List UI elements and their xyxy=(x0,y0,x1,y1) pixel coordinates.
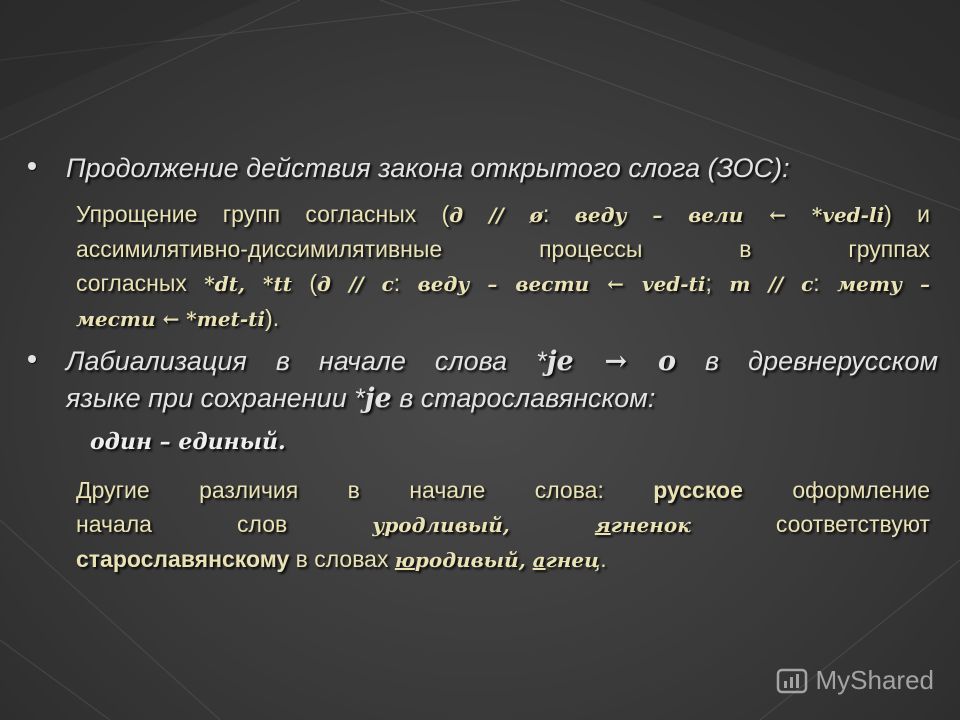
bullet-1-heading: Продолжение действия закона открытого слога (ЗОС): xyxy=(66,153,790,183)
detail-line-1: Упрощение групп согласных (д // ø: веду – вели ← *ved-li) и xyxy=(76,201,931,227)
bullet-1 xyxy=(28,150,938,186)
bullet-dot xyxy=(28,162,36,170)
bullet-2-heading: Лабиализация в начале слова *je → o в древнерусском языке при сохранении *je в старославянском: xyxy=(66,346,938,414)
bullet-1-details xyxy=(76,197,930,336)
watermark xyxy=(776,665,935,696)
detail-line-4: мести ← *met-ti). xyxy=(76,305,280,331)
bullet-2 xyxy=(28,343,938,417)
detail-line-2: ассимилятивно-диссимилятивные процессы в группах xyxy=(76,236,930,262)
detail-line-3: согласных *dt, *tt (д // с: веду – вести ← ved-ti; т // с: мету – xyxy=(76,270,931,296)
myshared-logo-icon xyxy=(776,666,808,696)
watermark-text: MyShared xyxy=(815,665,934,695)
bullet-dot xyxy=(28,355,36,363)
example-words: один – единый. xyxy=(90,429,286,455)
other-differences: Другие различия в начале слова: русское оформление начала слов уродливый, ягненок соответствуют старославянскому в словах юродивый, агнец. xyxy=(76,477,931,572)
